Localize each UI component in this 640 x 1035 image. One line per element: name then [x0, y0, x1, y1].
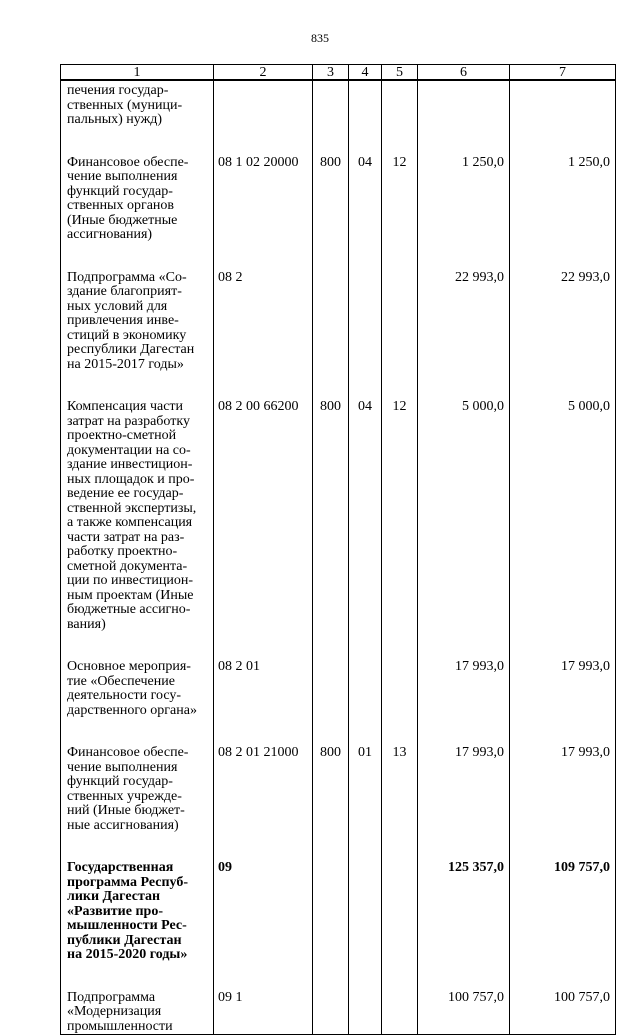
- item-name-line: бюджетные ассигно-: [67, 602, 191, 617]
- item-name-line: ственных учрежде-: [67, 788, 182, 804]
- budget-table: [60, 64, 616, 1035]
- subsection-cell: [382, 80, 418, 156]
- item-name-line: лики Дагестан: [67, 889, 161, 904]
- header-col-2: 2: [214, 65, 313, 81]
- item-name-line: ные ассигнования): [67, 817, 179, 833]
- budget-code-cell: 08 2 01: [214, 660, 313, 746]
- section-cell: [349, 660, 382, 746]
- subsection-cell: 12: [382, 156, 418, 271]
- item-name-line: здание инвестицион-: [67, 457, 193, 472]
- page-number: 835: [311, 31, 329, 45]
- subsection-cell: [382, 660, 418, 746]
- expense-type-cell: [313, 80, 349, 156]
- amount-col7-cell: 17 993,0: [510, 660, 616, 746]
- item-name-line: пальных) нужд): [67, 112, 163, 127]
- item-name-cell: [61, 80, 214, 156]
- item-name-line: «Развитие про-: [67, 903, 163, 919]
- item-name-cell: [61, 991, 214, 1035]
- amount-col6-cell: 1 250,0: [418, 156, 510, 271]
- header-col-5: 5: [382, 65, 418, 81]
- section-cell: 04: [349, 400, 382, 660]
- item-name-line: функций государ-: [67, 183, 173, 199]
- item-name-line: части затрат на раз-: [67, 529, 185, 545]
- item-name-line: мышленности Рес-: [67, 918, 187, 933]
- amount-col6-cell: [418, 80, 510, 156]
- table-row: [61, 660, 616, 746]
- subsection-cell: 12: [382, 400, 418, 660]
- subsection-cell: [382, 861, 418, 991]
- budget-code-cell: 09 1: [214, 991, 313, 1035]
- item-name-line: чение выполнения: [67, 169, 178, 184]
- section-cell: 01: [349, 746, 382, 861]
- item-name-line: сметной документа-: [67, 558, 188, 574]
- table-row: [61, 271, 616, 401]
- amount-col7-cell: [510, 80, 616, 156]
- amount-col6-cell: 17 993,0: [418, 746, 510, 861]
- item-name-line: на 2015-2017 годы»: [67, 356, 184, 372]
- table-row: [61, 861, 616, 991]
- header-col-6: 6: [418, 65, 510, 81]
- budget-code-cell: 08 2: [214, 271, 313, 401]
- budget-code-cell: [214, 80, 313, 156]
- item-name-line: Финансовое обеспе-: [67, 154, 189, 170]
- item-name-line: ственных органов: [67, 198, 175, 213]
- item-name-cell: [61, 400, 214, 660]
- item-name-line: деятельности госу-: [67, 688, 182, 703]
- item-name-line: программа Респуб-: [67, 874, 188, 890]
- amount-col6-cell: 22 993,0: [418, 271, 510, 401]
- table-body: [61, 80, 616, 1035]
- item-name-line: проектно-сметной: [67, 428, 177, 443]
- amount-col7-cell: 1 250,0: [510, 156, 616, 271]
- item-name-line: здание благоприят-: [67, 284, 182, 299]
- budget-code-cell: 08 1 02 20000: [214, 156, 313, 271]
- table-row: [61, 156, 616, 271]
- item-name-line: республики Дагестан: [67, 342, 195, 357]
- expense-type-cell: [313, 660, 349, 746]
- item-name-cell: [61, 861, 214, 991]
- table-row: [61, 80, 616, 156]
- item-name-line: ции по инвестицион-: [67, 573, 194, 588]
- item-name-line: чение выполнения: [67, 759, 178, 775]
- header-row: [61, 65, 616, 81]
- budget-code-cell: 09: [214, 861, 313, 991]
- section-cell: [349, 80, 382, 156]
- item-name-line: Основное мероприя-: [67, 659, 191, 674]
- header-col-1: 1: [61, 65, 214, 81]
- item-name-line: ным проектам (Иные: [67, 587, 194, 603]
- subsection-cell: [382, 991, 418, 1035]
- amount-col6-cell: 100 757,0: [418, 991, 510, 1035]
- item-name-line: печения государ-: [67, 83, 169, 98]
- amount-col7-cell: 5 000,0: [510, 400, 616, 660]
- item-name-line: Подпрограмма «Со-: [67, 269, 187, 285]
- item-name-line: «Модернизация: [67, 1004, 162, 1019]
- budget-code-cell: 08 2 00 66200: [214, 400, 313, 660]
- item-name-line: на 2015-2020 годы»: [67, 947, 188, 962]
- table-row: [61, 746, 616, 861]
- item-name-cell: [61, 156, 214, 271]
- item-name-line: Подпрограмма: [67, 989, 156, 1005]
- item-name-line: Финансовое обеспе-: [67, 745, 189, 760]
- item-name-line: дарственного органа»: [67, 702, 197, 718]
- item-name-line: ственной экспертизы,: [67, 500, 197, 516]
- item-name-line: Компенсация части: [67, 399, 184, 414]
- expense-type-cell: [313, 861, 349, 991]
- item-name-line: промышленности: [67, 1018, 173, 1034]
- header-col-4: 4: [349, 65, 382, 81]
- section-cell: [349, 991, 382, 1035]
- amount-col6-cell: 5 000,0: [418, 400, 510, 660]
- header-col-3: 3: [313, 65, 349, 81]
- expense-type-cell: [313, 991, 349, 1035]
- section-cell: [349, 861, 382, 991]
- expense-type-cell: 800: [313, 400, 349, 660]
- item-name-line: ных площадок и про-: [67, 471, 195, 487]
- section-cell: [349, 271, 382, 401]
- expense-type-cell: 800: [313, 746, 349, 861]
- item-name-line: функций государ-: [67, 774, 173, 789]
- amount-col7-cell: 17 993,0: [510, 746, 616, 861]
- item-name-line: затрат на разработку: [67, 413, 190, 429]
- item-name-line: документации на со-: [67, 442, 191, 458]
- item-name-line: привлечения инве-: [67, 313, 179, 328]
- item-name-cell: [61, 271, 214, 401]
- expense-type-cell: [313, 271, 349, 401]
- table-row: [61, 991, 616, 1035]
- item-name-line: (Иные бюджетные: [67, 212, 178, 228]
- amount-col7-cell: 22 993,0: [510, 271, 616, 401]
- header-col-7: 7: [510, 65, 616, 81]
- item-name-line: публики Дагестан: [67, 932, 182, 948]
- item-name-line: ний (Иные бюджет-: [67, 803, 185, 818]
- amount-col6-cell: 125 357,0: [418, 861, 510, 991]
- item-name-cell: [61, 660, 214, 746]
- item-name-line: ных условий для: [67, 298, 168, 314]
- amount-col6-cell: 17 993,0: [418, 660, 510, 746]
- item-name-line: ственных (муници-: [67, 97, 183, 113]
- item-name-line: а также компенсация: [67, 515, 193, 530]
- item-name-line: ассигнования): [67, 227, 153, 242]
- item-name-line: тие «Обеспечение: [67, 673, 175, 689]
- item-name-line: ведение ее государ-: [67, 486, 184, 501]
- subsection-cell: [382, 271, 418, 401]
- expense-type-cell: 800: [313, 156, 349, 271]
- subsection-cell: 13: [382, 746, 418, 861]
- table-row: [61, 400, 616, 660]
- item-name-line: работку проектно-: [67, 544, 178, 559]
- item-name-line: стиций в экономику: [67, 327, 187, 343]
- item-name-line: вания): [67, 616, 106, 632]
- item-name-line: Государственная: [67, 860, 174, 875]
- amount-col7-cell: 100 757,0: [510, 991, 616, 1035]
- section-cell: 04: [349, 156, 382, 271]
- budget-code-cell: 08 2 01 21000: [214, 746, 313, 861]
- item-name-cell: [61, 746, 214, 861]
- amount-col7-cell: 109 757,0: [510, 861, 616, 991]
